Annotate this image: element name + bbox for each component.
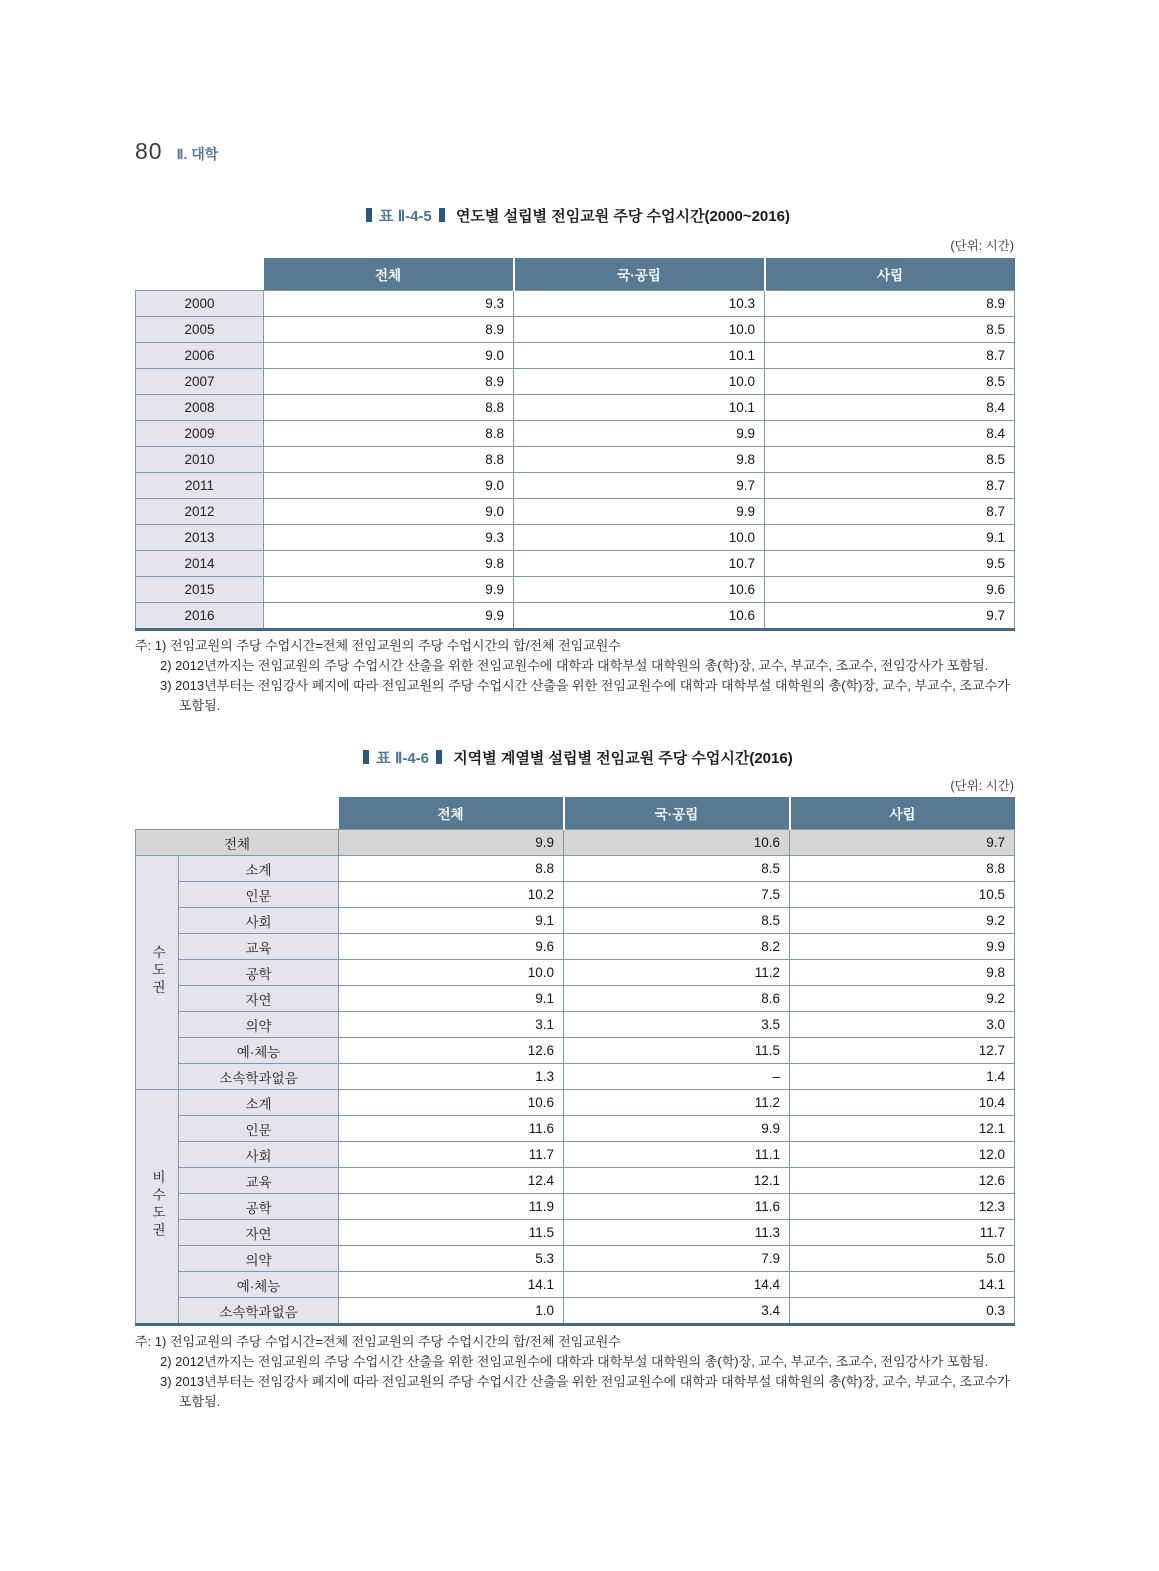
page-header (135, 138, 218, 165)
value-cell: 10.2 (339, 882, 564, 908)
table2-notes (135, 1332, 1025, 1412)
table1-header-stub (136, 258, 264, 291)
value-cell: 8.5 (564, 856, 790, 882)
table2-header-row (136, 797, 1015, 830)
category-cell: 공학 (179, 960, 339, 986)
value-cell: 9.8 (264, 551, 514, 577)
region-label: 수도권 (150, 944, 165, 998)
column-header: 전체 (339, 797, 564, 830)
table-row (136, 291, 1015, 317)
value-cell: 1.0 (339, 1298, 564, 1325)
table-row (136, 1090, 1015, 1116)
note-line: 주: 1) 전임교원의 주당 수업시간=전체 전임교원의 주당 수업시간의 합/전체 전임교원수 (135, 1334, 621, 1349)
table-row (136, 1064, 1015, 1090)
value-cell: 8.7 (765, 473, 1015, 499)
value-cell: 10.7 (514, 551, 765, 577)
category-cell: 자연 (179, 986, 339, 1012)
value-cell: 9.9 (264, 603, 514, 630)
value-cell: 9.5 (765, 551, 1015, 577)
table1-header-row (136, 258, 1015, 291)
note-line: 2) 2012년까지는 전임교원의 주당 수업시간 산출을 위한 전임교원수에 대학과 대학부설 대학원의 총(학)장, 교수, 부교수, 조교수, 전임강사가 포함됨. (160, 658, 989, 673)
value-cell: 11.6 (564, 1194, 790, 1220)
year-cell: 2010 (136, 447, 264, 473)
value-cell: 11.1 (564, 1142, 790, 1168)
table-row (136, 856, 1015, 882)
note-line: 주: 1) 전임교원의 주당 수업시간=전체 전임교원의 주당 수업시간의 합/전체 전임교원수 (135, 638, 621, 653)
value-cell: 8.4 (765, 395, 1015, 421)
table-row (136, 1168, 1015, 1194)
value-cell: 9.7 (514, 473, 765, 499)
value-cell: 12.6 (790, 1168, 1015, 1194)
table-row (136, 447, 1015, 473)
table-row (136, 577, 1015, 603)
value-cell: 11.5 (564, 1038, 790, 1064)
value-cell: 8.5 (765, 447, 1015, 473)
section-label: Ⅱ. 대학 (176, 146, 219, 162)
value-cell: 8.2 (564, 934, 790, 960)
column-header: 사립 (790, 797, 1015, 830)
value-cell: 10.4 (790, 1090, 1015, 1116)
value-cell: 5.0 (790, 1246, 1015, 1272)
value-cell: 9.1 (765, 525, 1015, 551)
caption-bar-icon (436, 750, 442, 764)
table2-header-stub (136, 797, 339, 830)
value-cell: 8.5 (765, 369, 1015, 395)
year-cell: 2011 (136, 473, 264, 499)
note-line: 2) 2012년까지는 전임교원의 주당 수업시간 산출을 위한 전임교원수에 대학과 대학부설 대학원의 총(학)장, 교수, 부교수, 조교수, 전임강사가 포함됨. (160, 1354, 989, 1369)
year-cell: 2000 (136, 291, 264, 317)
unit-label: (단위: 시간) (950, 779, 1014, 793)
value-cell: 8.9 (765, 291, 1015, 317)
year-cell: 2013 (136, 525, 264, 551)
value-cell: 9.9 (790, 934, 1015, 960)
table-row (136, 908, 1015, 934)
table-row (136, 986, 1015, 1012)
year-cell: 2016 (136, 603, 264, 630)
value-cell: 8.6 (564, 986, 790, 1012)
column-header: 전체 (264, 258, 514, 291)
table-row (136, 603, 1015, 630)
value-cell: 9.1 (339, 908, 564, 934)
category-cell: 소계 (179, 1090, 339, 1116)
table-row (136, 499, 1015, 525)
value-cell: 9.2 (790, 986, 1015, 1012)
value-cell: 9.7 (765, 603, 1015, 630)
value-cell: 9.7 (790, 830, 1015, 856)
category-cell: 사회 (179, 1142, 339, 1168)
table-row (136, 1116, 1015, 1142)
year-cell: 2008 (136, 395, 264, 421)
value-cell: 3.5 (564, 1012, 790, 1038)
category-cell: 자연 (179, 1220, 339, 1246)
value-cell: 1.3 (339, 1064, 564, 1090)
value-cell: – (564, 1064, 790, 1090)
value-cell: 8.8 (264, 447, 514, 473)
value-cell: 12.6 (339, 1038, 564, 1064)
value-cell: 9.0 (264, 343, 514, 369)
value-cell: 12.1 (790, 1116, 1015, 1142)
value-cell: 12.1 (564, 1168, 790, 1194)
value-cell: 8.8 (264, 421, 514, 447)
value-cell: 10.5 (790, 882, 1015, 908)
value-cell: 10.0 (514, 317, 765, 343)
caption-bar-icon (363, 750, 369, 764)
table-row (136, 1220, 1015, 1246)
value-cell: 8.5 (564, 908, 790, 934)
table2-caption-text: 지역별 계열별 설립별 전임교원 주당 수업시간(2016) (453, 750, 793, 767)
total-row-label: 전체 (136, 830, 339, 856)
value-cell: 14.1 (339, 1272, 564, 1298)
value-cell: 14.1 (790, 1272, 1015, 1298)
table-row (136, 551, 1015, 577)
category-cell: 예·체능 (179, 1272, 339, 1298)
table2-caption (135, 747, 1014, 768)
value-cell: 12.0 (790, 1142, 1015, 1168)
value-cell: 5.3 (339, 1246, 564, 1272)
year-cell: 2005 (136, 317, 264, 343)
value-cell: 11.6 (339, 1116, 564, 1142)
value-cell: 11.7 (339, 1142, 564, 1168)
table-row (136, 882, 1015, 908)
unit-label: (단위: 시간) (950, 239, 1014, 253)
value-cell: 3.1 (339, 1012, 564, 1038)
table-row (136, 1246, 1015, 1272)
table-row (136, 960, 1015, 986)
value-cell: 11.7 (790, 1220, 1015, 1246)
value-cell: 9.9 (514, 499, 765, 525)
value-cell: 8.8 (264, 395, 514, 421)
table-row (136, 395, 1015, 421)
value-cell: 10.3 (514, 291, 765, 317)
value-cell: 9.9 (514, 421, 765, 447)
table-row (136, 421, 1015, 447)
category-cell: 공학 (179, 1194, 339, 1220)
value-cell: 10.1 (514, 395, 765, 421)
table-row (136, 934, 1015, 960)
value-cell: 10.6 (339, 1090, 564, 1116)
column-header: 국·공립 (514, 258, 765, 291)
value-cell: 9.6 (765, 577, 1015, 603)
category-cell: 소계 (179, 856, 339, 882)
value-cell: 8.4 (765, 421, 1015, 447)
value-cell: 10.0 (514, 525, 765, 551)
category-cell: 인문 (179, 882, 339, 908)
table-row (136, 1272, 1015, 1298)
value-cell: 8.9 (264, 369, 514, 395)
value-cell: 7.5 (564, 882, 790, 908)
value-cell: 11.2 (564, 960, 790, 986)
category-cell: 소속학과없음 (179, 1064, 339, 1090)
value-cell: 9.3 (264, 291, 514, 317)
value-cell: 9.2 (790, 908, 1015, 934)
value-cell: 8.7 (765, 343, 1015, 369)
year-cell: 2012 (136, 499, 264, 525)
table2-caption-number: 표 Ⅱ-4-6 (376, 750, 430, 767)
total-row (136, 830, 1015, 856)
table-row (136, 1298, 1015, 1325)
table-row (136, 343, 1015, 369)
value-cell: 8.5 (765, 317, 1015, 343)
faculty-hours-by-region-table (135, 797, 1015, 1326)
faculty-hours-by-year-table (135, 258, 1015, 631)
table-row (136, 1142, 1015, 1168)
value-cell: 7.9 (564, 1246, 790, 1272)
value-cell: 9.9 (339, 830, 564, 856)
table1-notes (135, 636, 1025, 716)
value-cell: 9.9 (564, 1116, 790, 1142)
category-cell: 소속학과없음 (179, 1298, 339, 1325)
category-cell: 교육 (179, 934, 339, 960)
table-row (136, 525, 1015, 551)
year-cell: 2014 (136, 551, 264, 577)
year-cell: 2015 (136, 577, 264, 603)
value-cell: 10.0 (514, 369, 765, 395)
value-cell: 11.9 (339, 1194, 564, 1220)
value-cell: 10.6 (564, 830, 790, 856)
value-cell: 9.8 (514, 447, 765, 473)
value-cell: 10.6 (514, 603, 765, 630)
value-cell: 3.4 (564, 1298, 790, 1325)
value-cell: 9.3 (264, 525, 514, 551)
table1-caption (135, 205, 1014, 226)
table-row (136, 369, 1015, 395)
year-cell: 2007 (136, 369, 264, 395)
value-cell: 10.0 (339, 960, 564, 986)
region-cell (136, 1090, 179, 1325)
value-cell: 9.9 (264, 577, 514, 603)
caption-bar-icon (366, 208, 372, 222)
value-cell: 1.4 (790, 1064, 1015, 1090)
value-cell: 9.1 (339, 986, 564, 1012)
table-row (136, 1038, 1015, 1064)
note-line: 3) 2013년부터는 전임강사 폐지에 따라 전임교원의 주당 수업시간 산출을 위한 전임교원수에 대학과 대학부설 대학원의 총(학)장, 교수, 부교수, 조교수가 포함됨. (160, 678, 1010, 713)
caption-bar-icon (439, 208, 445, 222)
column-header: 국·공립 (564, 797, 790, 830)
note-line: 3) 2013년부터는 전임강사 폐지에 따라 전임교원의 주당 수업시간 산출을 위한 전임교원수에 대학과 대학부설 대학원의 총(학)장, 교수, 부교수, 조교수가 포함됨. (160, 1374, 1010, 1409)
value-cell: 12.4 (339, 1168, 564, 1194)
table-row (136, 1194, 1015, 1220)
year-cell: 2006 (136, 343, 264, 369)
column-header: 사립 (765, 258, 1015, 291)
region-label: 비수도권 (150, 1170, 165, 1240)
category-cell: 의약 (179, 1246, 339, 1272)
value-cell: 8.8 (790, 856, 1015, 882)
value-cell: 11.2 (564, 1090, 790, 1116)
value-cell: 8.9 (264, 317, 514, 343)
value-cell: 9.8 (790, 960, 1015, 986)
value-cell: 14.4 (564, 1272, 790, 1298)
table-row (136, 473, 1015, 499)
table1-caption-text: 연도별 설립별 전임교원 주당 수업시간(2000~2016) (455, 208, 790, 225)
value-cell: 10.1 (514, 343, 765, 369)
value-cell: 9.0 (264, 499, 514, 525)
table-row (136, 1012, 1015, 1038)
value-cell: 9.0 (264, 473, 514, 499)
category-cell: 교육 (179, 1168, 339, 1194)
table1-caption-number: 표 Ⅱ-4-5 (379, 208, 432, 225)
value-cell: 11.5 (339, 1220, 564, 1246)
category-cell: 예·체능 (179, 1038, 339, 1064)
category-cell: 인문 (179, 1116, 339, 1142)
value-cell: 3.0 (790, 1012, 1015, 1038)
value-cell: 12.3 (790, 1194, 1015, 1220)
year-cell: 2009 (136, 421, 264, 447)
value-cell: 9.6 (339, 934, 564, 960)
value-cell: 8.8 (339, 856, 564, 882)
value-cell: 0.3 (790, 1298, 1015, 1325)
table-row (136, 317, 1015, 343)
value-cell: 10.6 (514, 577, 765, 603)
value-cell: 12.7 (790, 1038, 1015, 1064)
category-cell: 의약 (179, 1012, 339, 1038)
value-cell: 8.7 (765, 499, 1015, 525)
category-cell: 사회 (179, 908, 339, 934)
region-cell (136, 856, 179, 1090)
page-number: 80 (135, 138, 163, 164)
value-cell: 11.3 (564, 1220, 790, 1246)
